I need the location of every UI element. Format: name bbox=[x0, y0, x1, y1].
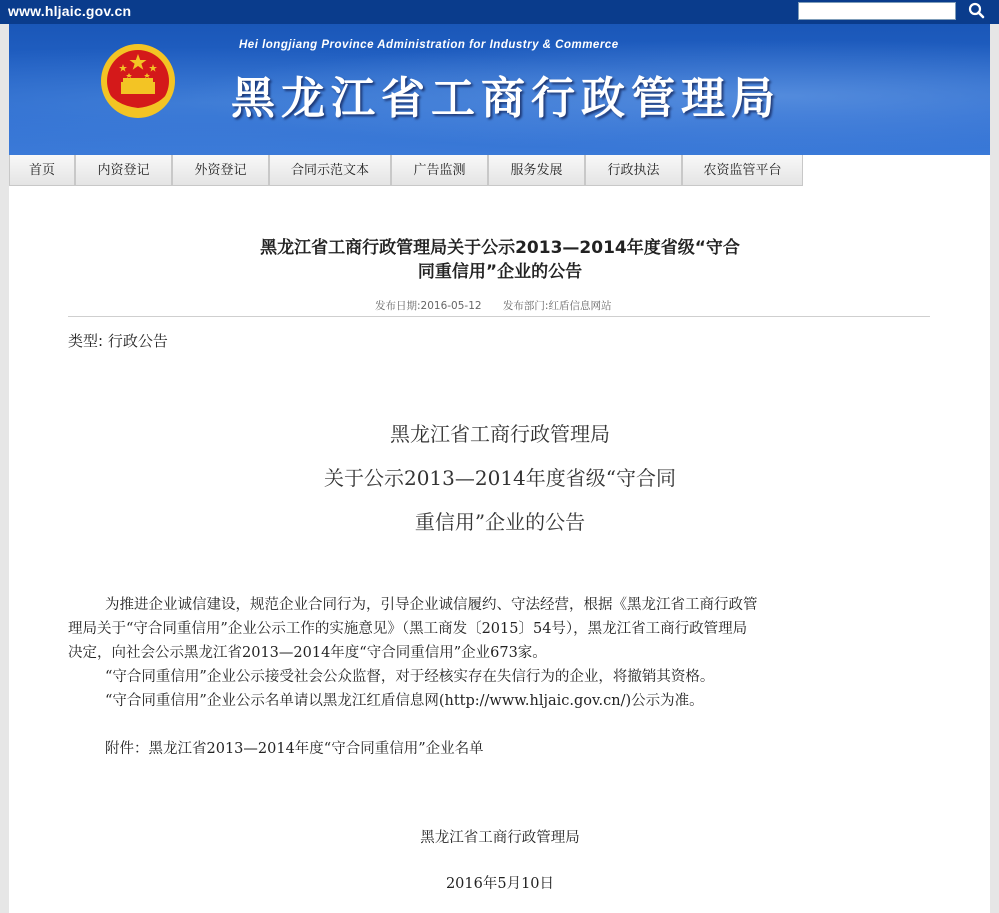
paragraph-3: “守合同重信用”企业公示名单请以黑龙江红盾信息网(http://www.hljaic.gov.cn/)公示为准。 bbox=[105, 693, 704, 709]
nav-item-domestic-registration[interactable]: 内资登记 bbox=[75, 155, 172, 186]
nav-item-law-enforcement[interactable]: 行政执法 bbox=[585, 155, 682, 186]
publish-department: 发布部门:红盾信息网站 bbox=[502, 300, 612, 312]
banner-chinese-title: 黑龙江省工商行政管理局 bbox=[231, 73, 781, 124]
article-title-line-1: 黑龙江省工商行政管理局关于公示2013—2014年度省级“守合 bbox=[260, 238, 740, 258]
paragraph-1-line-1: 为推进企业诚信建设，规范企业合同行为，引导企业诚信履约、守法经营，根据《黑龙江省工商行政管 bbox=[105, 597, 758, 613]
document-heading-line-1: 黑龙江省工商行政管理局 bbox=[390, 422, 610, 446]
national-emblem-icon bbox=[99, 42, 177, 120]
publish-date: 发布日期:2016-05-12 bbox=[375, 300, 482, 312]
main-nav bbox=[9, 155, 990, 187]
signature: 黑龙江省工商行政管理局 bbox=[420, 830, 580, 846]
signature-date: 2016年5月10日 bbox=[445, 876, 555, 892]
top-bar bbox=[0, 0, 999, 24]
nav-item-home[interactable]: 首页 bbox=[9, 155, 75, 186]
nav-item-agri-supervision[interactable]: 农资监管平台 bbox=[682, 155, 803, 186]
banner-english-title: Hei longjiang Province Administration for Industry & Commerce bbox=[239, 39, 619, 51]
document-heading-line-3: 重信用”企业的公告 bbox=[414, 510, 586, 534]
nav-item-ad-monitoring[interactable]: 广告监测 bbox=[391, 155, 488, 186]
document-heading-line-2: 关于公示2013—2014年度省级“守合同 bbox=[323, 466, 677, 490]
search-button[interactable] bbox=[959, 0, 995, 22]
article-meta bbox=[375, 298, 629, 313]
article-title-line-2: 同重信用”企业的公告 bbox=[417, 262, 583, 282]
nav-item-service-development[interactable]: 服务发展 bbox=[488, 155, 585, 186]
search-input[interactable] bbox=[798, 2, 956, 20]
frame-right bbox=[990, 24, 999, 913]
paragraph-1-line-3: 决定，向社会公示黑龙江省2013—2014年度“守合同重信用”企业673家。 bbox=[68, 645, 547, 661]
frame-left bbox=[0, 24, 9, 913]
document-heading bbox=[200, 412, 800, 544]
attachment-link[interactable]: 附件：黑龙江省2013—2014年度“守合同重信用”企业名单 bbox=[105, 741, 484, 757]
site-url[interactable]: www.hljaic.gov.cn bbox=[8, 3, 132, 19]
paragraph-1-line-2: 理局关于“守合同重信用”企业公示工作的实施意见》（黑工商发〔2015〕54号），黑龙江省工商行政管理局 bbox=[68, 621, 748, 637]
article-category: 类型: 行政公告 bbox=[68, 332, 168, 350]
nav-item-foreign-registration[interactable]: 外资登记 bbox=[172, 155, 269, 186]
divider bbox=[68, 316, 930, 317]
search-icon bbox=[959, 0, 995, 22]
site-banner bbox=[9, 24, 990, 155]
document-body bbox=[68, 593, 928, 713]
nav-item-contract-templates[interactable]: 合同示范文本 bbox=[269, 155, 391, 186]
article-title bbox=[150, 236, 850, 284]
paragraph-2: “守合同重信用”企业公示接受社会公众监督，对于经核实存在失信行为的企业，将撤销其资格。 bbox=[105, 669, 715, 685]
